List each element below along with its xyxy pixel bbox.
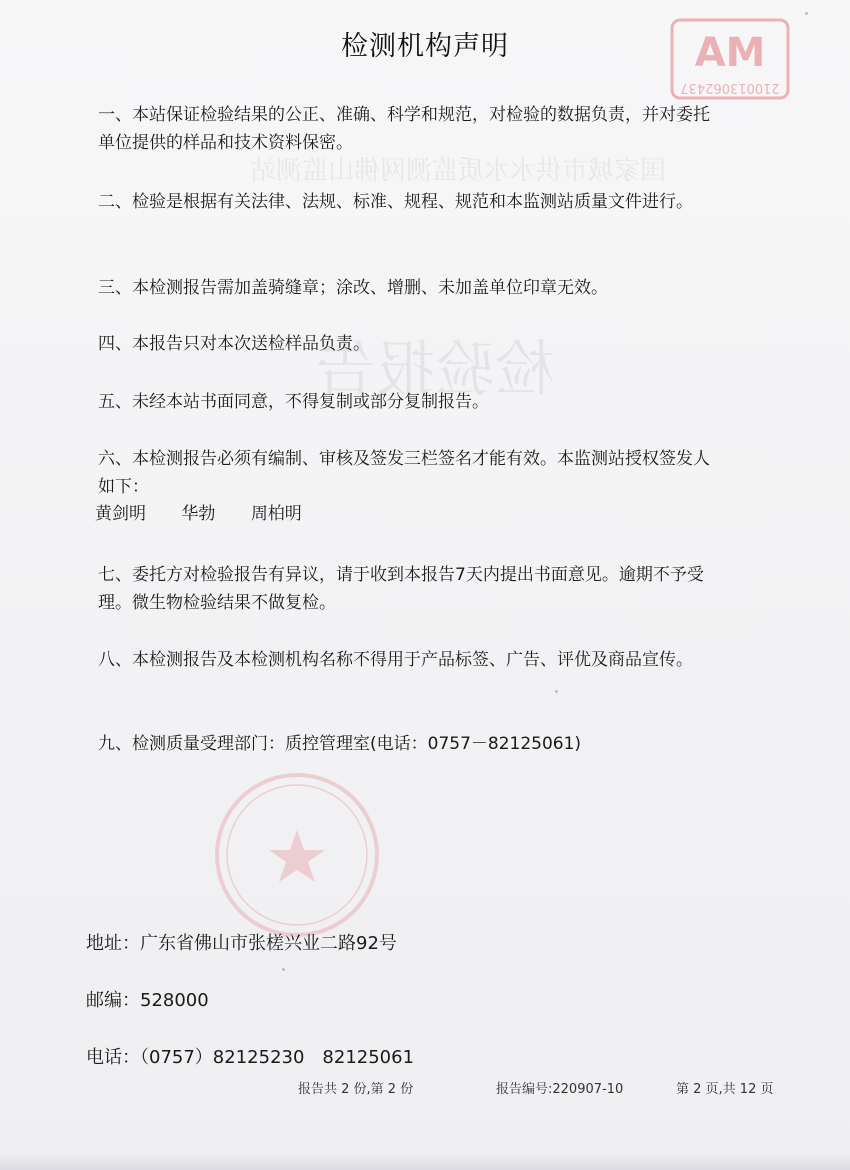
official-seal-icon bbox=[212, 770, 382, 940]
scan-speck bbox=[282, 968, 285, 971]
svg-text:MA: MA bbox=[694, 30, 766, 76]
footer-report-number: 报告编号:220907-10 bbox=[496, 1082, 624, 1097]
svg-text:210013062437: 210013062437 bbox=[680, 80, 780, 95]
footer-page-number: 第 2 页,共 12 页 bbox=[676, 1082, 774, 1097]
address: 地址：广东省佛山市张槎兴业二路92号 bbox=[86, 933, 397, 954]
phone: 电话：（0757）82125230 82125061 bbox=[86, 1047, 415, 1068]
signer-name: 黄剑明 bbox=[95, 504, 146, 524]
clause-6: 六、本检测报告必须有编制、审核及签发三栏签名才能有效。本监测站授权签发人如下： bbox=[98, 449, 710, 497]
bleed-through-title: 检验报告 bbox=[315, 335, 555, 405]
signer-name: 华勃 bbox=[181, 504, 216, 524]
scan-speck bbox=[805, 12, 808, 15]
postcode: 邮编：528000 bbox=[86, 990, 209, 1011]
clause-4: 四、本报告只对本次送检样品负责。 bbox=[98, 334, 370, 354]
footer-copies: 报告共 2 份,第 2 份 bbox=[298, 1082, 414, 1097]
scan-edge bbox=[0, 1152, 850, 1170]
clause-2: 二、检验是根据有关法律、法规、标准、规程、规范和本监测站质量文件进行。 bbox=[98, 192, 693, 212]
bleed-through-line: 国家城市供水水质监测网佛山监测站 bbox=[250, 156, 667, 186]
authorized-signers bbox=[95, 499, 332, 524]
signer-name: 周柏明 bbox=[250, 504, 302, 524]
clause-5: 五、未经本站书面同意，不得复制或部分复制报告。 bbox=[98, 392, 489, 412]
clause-3: 三、本检测报告需加盖骑缝章；涂改、增删、未加盖单位印章无效。 bbox=[98, 278, 608, 298]
page-title: 检测机构声明 bbox=[341, 31, 509, 62]
clause-7: 七、委托方对检验报告有异议，请于收到本报告7天内提出书面意见。逾期不予受理。微生物检验结果不做复检。 bbox=[98, 565, 704, 613]
clause-8: 八、本检测报告及本检测机构名称不得用于产品标签、广告、评优及商品宣传。 bbox=[98, 650, 693, 670]
clause-9: 九、检测质量受理部门：质控管理室(电话：0757－82125061) bbox=[98, 734, 582, 754]
clause-1: 一、本站保证检验结果的公正、准确、科学和规范，对检验的数据负责，并对委托单位提供的样品和技术资料保密。 bbox=[98, 105, 710, 153]
scan-speck bbox=[555, 690, 558, 693]
